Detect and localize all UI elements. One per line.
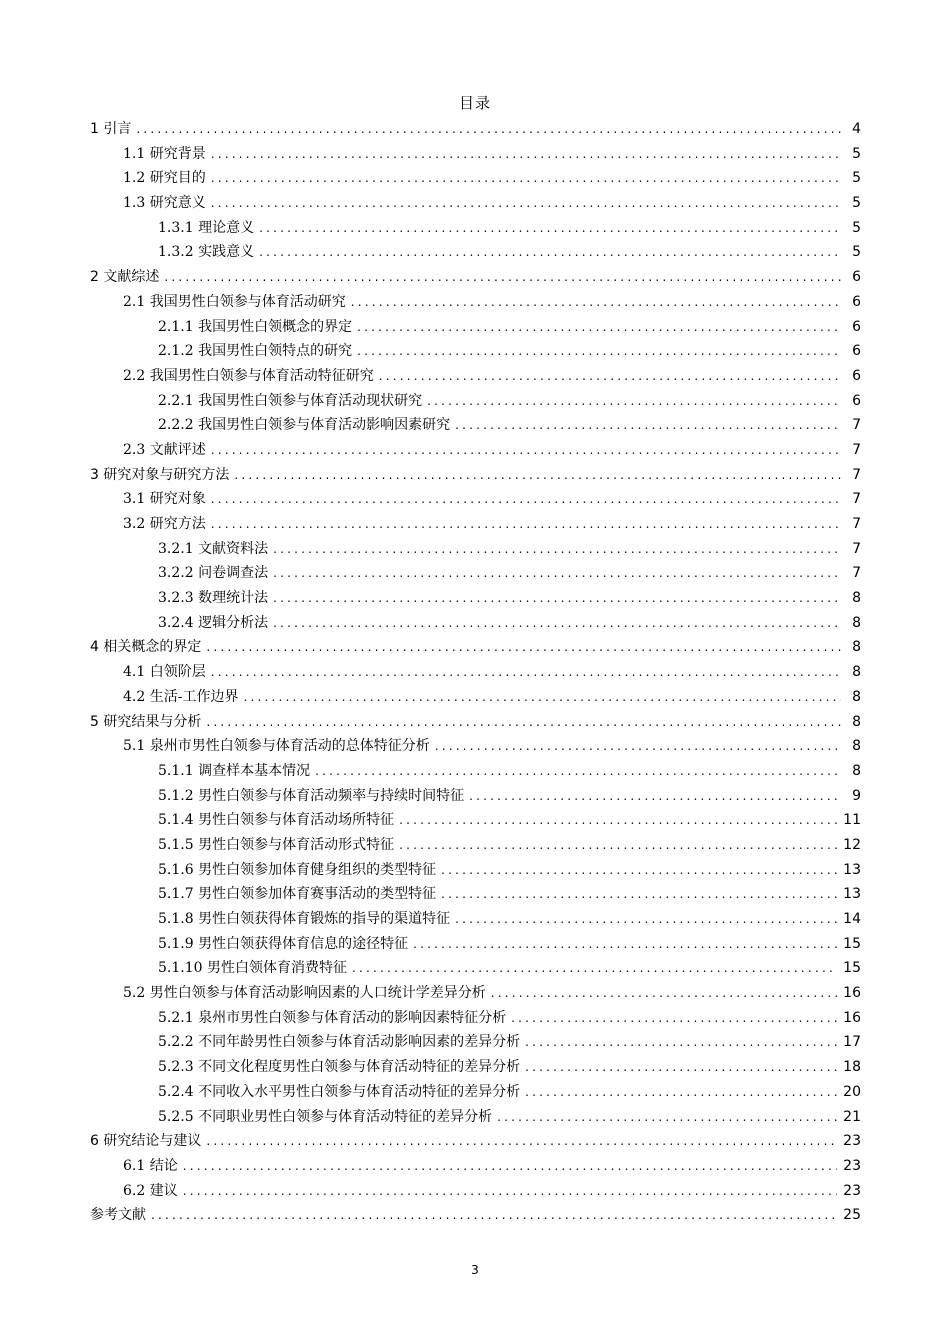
toc-entry-page: 21 (843, 1108, 861, 1125)
toc-entry-title: 5.2.4 不同收入水平男性白领参与体育活动特征的差异分析 (158, 1083, 521, 1100)
toc-dot-leader (399, 808, 837, 833)
toc-entry-title: 5.2.3 不同文化程度男性白领参与体育活动特征的差异分析 (158, 1059, 521, 1076)
toc-dot-leader (525, 1080, 837, 1105)
toc-entry[interactable] (90, 240, 861, 265)
toc-dot-leader (455, 413, 841, 438)
toc-entry-title: 1 引言 (90, 121, 132, 137)
toc-entry[interactable] (90, 1080, 861, 1105)
toc-entry-page: 15 (843, 935, 861, 952)
toc-entry[interactable] (90, 413, 861, 438)
toc-dot-leader (491, 981, 837, 1006)
toc-dot-leader (136, 117, 841, 142)
toc-entry-title: 3.2 研究方法 (123, 516, 206, 532)
toc-dot-leader (441, 858, 837, 883)
toc-entry-title: 5.1.10 男性白领体育消费特征 (158, 960, 347, 977)
toc-entry[interactable] (90, 586, 861, 611)
toc-entry-title: 1.3 研究意义 (123, 195, 206, 212)
toc-entry-title: 5.1.2 男性白领参与体育活动频率与持续时间特征 (158, 787, 465, 804)
toc-entry-title: 5.1.4 男性白领参与体育活动场所特征 (158, 812, 395, 829)
toc-entry-page: 8 (852, 738, 861, 755)
toc-dot-leader (525, 1030, 837, 1055)
toc-entry[interactable] (90, 611, 861, 636)
toc-entry-title: 2.2 我国男性白领参与体育活动特征研究 (123, 367, 374, 384)
toc-entry-page: 23 (843, 1133, 861, 1150)
toc-entry-title: 1.1 研究背景 (123, 145, 206, 162)
toc-entry[interactable] (90, 1129, 861, 1154)
toc-entry[interactable] (90, 784, 861, 809)
toc-entry[interactable] (90, 858, 861, 883)
toc-entry[interactable] (90, 1105, 861, 1130)
toc-entry-page: 6 (852, 367, 861, 384)
toc-dot-leader (455, 907, 837, 932)
toc-entry[interactable] (90, 537, 861, 562)
toc-entry[interactable] (90, 216, 861, 241)
toc-dot-leader (357, 339, 841, 364)
toc-entry-page: 5 (852, 145, 861, 162)
toc-dot-leader (211, 438, 841, 463)
toc-entry-title: 3.2.1 文献资料法 (158, 540, 269, 557)
toc-entry[interactable] (90, 117, 861, 142)
toc-entry-title: 2.2.2 我国男性白领参与体育活动影响因素研究 (158, 417, 451, 434)
toc-entry-title: 5.1.1 调查样本基本情况 (158, 762, 311, 779)
toc-dot-leader (441, 882, 837, 907)
toc-dot-leader (234, 463, 841, 488)
toc-entry[interactable] (90, 932, 861, 957)
toc-dot-leader (351, 290, 841, 315)
toc-entry-page: 11 (843, 812, 861, 829)
toc-dot-leader (243, 685, 841, 710)
toc-entry[interactable] (90, 290, 861, 315)
toc-entry-title: 2.2.1 我国男性白领参与体育活动现状研究 (158, 392, 423, 409)
toc-entry[interactable] (90, 956, 861, 981)
toc-entry-title: 5.2.2 不同年龄男性白领参与体育活动影响因素的差异分析 (158, 1034, 521, 1051)
toc-dot-leader (435, 734, 841, 759)
toc-entry-page: 6 (852, 343, 861, 360)
toc-entry-title: 6.1 结论 (123, 1157, 178, 1174)
toc-entry-page: 7 (852, 441, 861, 458)
toc-dot-leader (413, 932, 837, 957)
toc-entry-page: 5 (852, 170, 861, 187)
page-number: 3 (471, 1263, 479, 1277)
toc-entry-page: 13 (843, 886, 861, 903)
toc-entry[interactable] (90, 265, 861, 290)
toc-entry[interactable] (90, 438, 861, 463)
toc-entry-title: 2.1.2 我国男性白领特点的研究 (158, 343, 353, 360)
toc-entry-page: 5 (852, 195, 861, 212)
toc-entry[interactable] (90, 1179, 861, 1204)
toc-entry[interactable] (90, 1154, 861, 1179)
toc-dot-leader (183, 1179, 837, 1204)
toc-entry-page: 15 (843, 960, 861, 977)
toc-entry-title: 1.3.2 实践意义 (158, 244, 255, 261)
toc-entry-title: 5.1.5 男性白领参与体育活动形式特征 (158, 836, 395, 853)
toc-dot-leader (273, 586, 841, 611)
toc-dot-leader (497, 1105, 837, 1130)
toc-entry-page: 7 (852, 491, 861, 508)
toc-entry[interactable] (90, 561, 861, 586)
toc-entry-title: 5.1.6 男性白领参加体育健身组织的类型特征 (158, 861, 437, 878)
toc-entry-title: 3.2.3 数理统计法 (158, 590, 269, 607)
toc-entry[interactable] (90, 339, 861, 364)
toc-entry-title: 3.2.2 问卷调查法 (158, 565, 269, 582)
toc-entry[interactable] (90, 315, 861, 340)
toc-dot-leader (211, 487, 841, 512)
toc-entry[interactable] (90, 512, 861, 537)
toc-entry-page: 14 (843, 911, 861, 927)
toc-entry-title: 4.1 白领阶层 (123, 664, 206, 681)
toc-entry-page: 17 (843, 1034, 861, 1051)
toc-entry-page: 7 (852, 565, 861, 582)
toc-entry-title: 6.2 建议 (123, 1182, 178, 1199)
toc-entry-page: 8 (852, 762, 861, 779)
toc-entry-page: 16 (843, 985, 861, 1002)
toc-dot-leader (211, 191, 841, 216)
toc-entry-page: 8 (852, 688, 861, 705)
toc-entry[interactable] (90, 142, 861, 167)
toc-entry-title: 6 研究结论与建议 (90, 1133, 202, 1150)
toc-entry-title: 2 文献综述 (90, 269, 160, 286)
toc-dot-leader (379, 364, 841, 389)
toc-entry[interactable] (90, 981, 861, 1006)
toc-entry-title: 5.1.8 男性白领获得体育锻炼的指导的渠道特征 (158, 911, 451, 927)
toc-dot-leader (211, 660, 841, 685)
toc-entry-page: 4 (852, 121, 861, 137)
toc-entry-title: 5 研究结果与分析 (90, 713, 202, 730)
toc-entry-page: 6 (852, 318, 861, 335)
toc-entry-page: 7 (852, 466, 861, 483)
toc-entry[interactable] (90, 463, 861, 488)
toc-entry-page: 23 (843, 1182, 861, 1199)
toc-entry[interactable] (90, 759, 861, 784)
toc-dot-leader (357, 315, 841, 340)
toc-entry-page: 25 (843, 1207, 861, 1224)
toc-entry[interactable] (90, 882, 861, 907)
toc-entry-page: 7 (852, 540, 861, 557)
toc-entry[interactable] (90, 710, 861, 735)
toc-entry-title: 5.1 泉州市男性白领参与体育活动的总体特征分析 (123, 738, 430, 755)
toc-entry-page: 6 (852, 293, 861, 310)
toc-entry-page: 7 (852, 417, 861, 434)
toc-entry-title: 5.1.7 男性白领参加体育赛事活动的类型特征 (158, 886, 437, 903)
toc-entry-page: 6 (852, 392, 861, 409)
toc-entry[interactable] (90, 808, 861, 833)
toc-dot-leader (151, 1203, 837, 1228)
toc-entry-page: 13 (843, 861, 861, 878)
toc-dot-leader (273, 537, 841, 562)
toc-entry[interactable] (90, 660, 861, 685)
toc-dot-leader (525, 1055, 837, 1080)
toc-entry-page: 6 (852, 269, 861, 286)
table-of-contents (90, 117, 861, 1228)
toc-entry[interactable] (90, 487, 861, 512)
toc-dot-leader (273, 561, 841, 586)
toc-entry-title: 2.3 文献评述 (123, 441, 206, 458)
toc-dot-leader (273, 611, 841, 636)
toc-dot-leader (206, 1129, 837, 1154)
toc-dot-leader (352, 956, 837, 981)
toc-dot-leader (211, 142, 841, 167)
toc-dot-leader (183, 1154, 837, 1179)
toc-entry-title: 4.2 生活-工作边界 (123, 688, 239, 705)
toc-entry-page: 18 (843, 1059, 861, 1076)
toc-entry-title: 2.1.1 我国男性白领概念的界定 (158, 318, 353, 335)
toc-dot-leader (469, 784, 841, 809)
toc-entry-page: 5 (852, 219, 861, 236)
toc-entry-title: 3 研究对象与研究方法 (90, 466, 230, 483)
toc-entry-page: 5 (852, 244, 861, 261)
toc-entry[interactable] (90, 166, 861, 191)
toc-dot-leader (164, 265, 841, 290)
toc-dot-leader (315, 759, 841, 784)
toc-entry[interactable] (90, 191, 861, 216)
toc-entry[interactable] (90, 1203, 861, 1228)
toc-dot-leader (259, 240, 841, 265)
toc-dot-leader (211, 166, 841, 191)
toc-entry[interactable] (90, 1030, 861, 1055)
toc-entry-title: 3.1 研究对象 (123, 491, 206, 508)
toc-entry-page: 8 (852, 713, 861, 730)
toc-entry[interactable] (90, 1055, 861, 1080)
toc-entry-title: 5.2.5 不同职业男性白领参与体育活动特征的差异分析 (158, 1108, 493, 1125)
toc-entry-page: 23 (843, 1157, 861, 1174)
toc-dot-leader (259, 216, 841, 241)
toc-entry-title: 5.2 男性白领参与体育活动影响因素的人口统计学差异分析 (123, 985, 486, 1002)
toc-entry-page: 8 (852, 614, 861, 631)
toc-title: 目录 (458, 94, 491, 112)
toc-dot-leader (511, 1006, 837, 1031)
toc-entry-title: 3.2.4 逻辑分析法 (158, 614, 269, 631)
toc-dot-leader (399, 833, 837, 858)
toc-entry-title: 4 相关概念的界定 (90, 639, 202, 656)
toc-entry-title: 参考文献 (90, 1207, 146, 1224)
toc-dot-leader (211, 512, 841, 537)
toc-entry-page: 8 (852, 639, 861, 656)
toc-entry-title: 5.2.1 泉州市男性白领参与体育活动的影响因素特征分析 (158, 1009, 507, 1026)
toc-entry-title: 1.3.1 理论意义 (158, 219, 255, 236)
toc-entry[interactable] (90, 1006, 861, 1031)
toc-entry[interactable] (90, 364, 861, 389)
toc-entry[interactable] (90, 833, 861, 858)
toc-dot-leader (427, 389, 841, 414)
toc-entry[interactable] (90, 685, 861, 710)
toc-entry[interactable] (90, 635, 861, 660)
toc-entry-title: 5.1.9 男性白领获得体育信息的途径特征 (158, 935, 409, 952)
toc-entry-page: 20 (843, 1083, 861, 1100)
toc-dot-leader (206, 710, 841, 735)
toc-dot-leader (206, 635, 841, 660)
toc-entry[interactable] (90, 389, 861, 414)
toc-entry-title: 2.1 我国男性白领参与体育活动研究 (123, 293, 346, 310)
toc-entry[interactable] (90, 907, 861, 932)
toc-entry-page: 7 (852, 516, 861, 532)
toc-entry-title: 1.2 研究目的 (123, 170, 206, 187)
toc-entry-page: 12 (843, 836, 861, 853)
toc-entry-page: 8 (852, 664, 861, 681)
toc-entry-page: 8 (852, 590, 861, 607)
toc-entry[interactable] (90, 734, 861, 759)
toc-entry-page: 9 (852, 787, 861, 804)
toc-entry-page: 16 (843, 1009, 861, 1026)
